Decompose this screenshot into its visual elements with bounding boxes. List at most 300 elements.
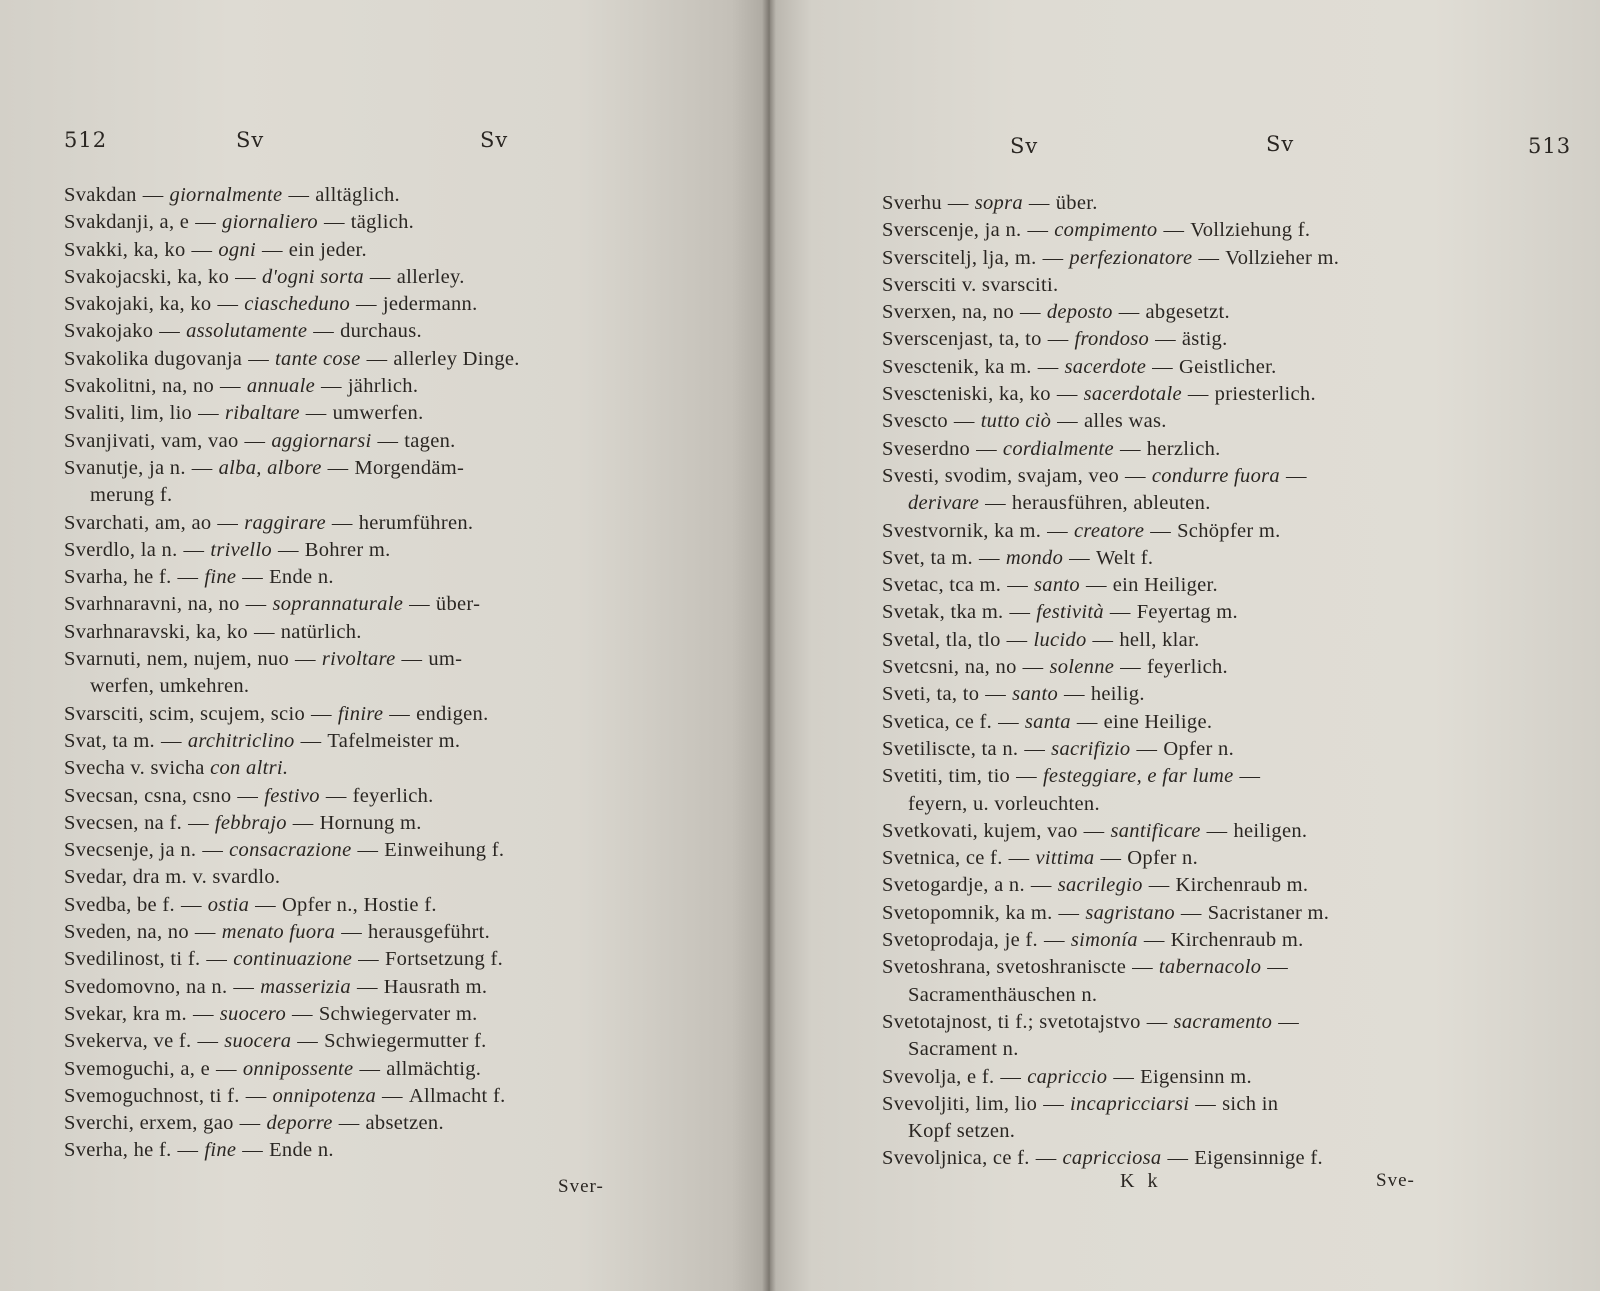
dictionary-entry bbox=[882, 272, 1482, 299]
dictionary-entry bbox=[64, 1110, 664, 1137]
dash-separator: — bbox=[1006, 628, 1028, 651]
dash-separator: — bbox=[369, 265, 391, 288]
entry-continuation: werfen, umkehren. bbox=[90, 675, 250, 698]
dictionary-entry bbox=[882, 654, 1482, 681]
german-gloss: Allmacht f. bbox=[408, 1084, 506, 1107]
dash-separator: — bbox=[188, 811, 209, 834]
dash-separator: — bbox=[389, 702, 411, 725]
headword: Svecsan, csna, csno bbox=[64, 784, 232, 807]
dictionary-entry bbox=[64, 346, 664, 373]
german-gloss: sich in bbox=[1222, 1092, 1279, 1115]
headword: Sverscenjast, ta, to bbox=[882, 328, 1042, 351]
dash-separator: — bbox=[976, 437, 997, 460]
dictionary-entry bbox=[882, 791, 1482, 818]
headword: Svarhnaravski, ka, ko bbox=[64, 620, 248, 643]
dictionary-entry bbox=[64, 646, 664, 673]
italian-gloss: rivoltare bbox=[321, 648, 396, 671]
dash-separator: — bbox=[217, 293, 239, 316]
headword: Svakojako bbox=[64, 320, 154, 343]
dash-separator: — bbox=[1064, 683, 1085, 706]
dash-separator: — bbox=[1035, 1147, 1057, 1170]
german-gloss: natürlich. bbox=[280, 620, 362, 643]
dash-separator: — bbox=[359, 1057, 381, 1080]
headword: Svesti, svodim, svajam, veo bbox=[882, 464, 1120, 487]
dictionary-entry bbox=[882, 436, 1482, 463]
dash-separator: — bbox=[998, 710, 1019, 733]
italian-gloss: sacrifizio bbox=[1051, 737, 1131, 760]
german-gloss: absetzen. bbox=[365, 1112, 444, 1135]
dash-separator: — bbox=[1155, 328, 1176, 351]
right-page bbox=[770, 0, 1600, 1291]
dictionary-entry bbox=[64, 1028, 664, 1055]
dash-separator: — bbox=[1056, 383, 1078, 406]
dash-separator: — bbox=[358, 948, 379, 971]
dictionary-entry bbox=[882, 763, 1482, 790]
italian-gloss: creatore bbox=[1073, 519, 1145, 542]
italian-gloss: sacrilegio bbox=[1057, 874, 1143, 897]
german-gloss: feyerlich. bbox=[1146, 656, 1228, 679]
german-gloss: ein jeder. bbox=[288, 238, 367, 261]
dash-separator: — bbox=[338, 1112, 360, 1135]
german-gloss: allerley Dinge. bbox=[393, 347, 520, 370]
entry-continuation: feyern, u. vorleuchten. bbox=[908, 792, 1100, 815]
italian-gloss: mondo bbox=[1005, 546, 1064, 569]
german-gloss: täglich. bbox=[350, 211, 415, 234]
italian-gloss: assolutamente bbox=[186, 320, 308, 343]
german-gloss: ästig. bbox=[1181, 328, 1228, 351]
dictionary-entry bbox=[882, 709, 1482, 736]
german-gloss: Schwiegermutter f. bbox=[324, 1030, 487, 1053]
dash-separator: — bbox=[357, 839, 379, 862]
headword: Svakolika dugovanja bbox=[64, 347, 243, 370]
catchword-right: Sve- bbox=[1376, 1170, 1415, 1191]
dictionary-entry bbox=[64, 291, 664, 318]
dictionary-entry bbox=[882, 463, 1482, 490]
german-gloss: Ende n. bbox=[269, 566, 334, 589]
headword: Svakojacski, ka, ko bbox=[64, 265, 230, 288]
german-gloss: hell, klar. bbox=[1119, 628, 1200, 651]
dash-separator: — bbox=[401, 648, 423, 671]
dash-separator: — bbox=[202, 839, 224, 862]
dictionary-entry bbox=[64, 400, 664, 427]
italian-gloss: festività bbox=[1036, 601, 1104, 624]
headword: Svarnuti, nem, nujem, nuo bbox=[64, 648, 290, 671]
italian-gloss: sopra bbox=[974, 192, 1023, 214]
dash-separator: — bbox=[985, 683, 1007, 706]
dash-separator: — bbox=[1008, 847, 1030, 870]
dash-separator: — bbox=[1180, 901, 1202, 924]
german-gloss: Opfer n. bbox=[1127, 847, 1199, 870]
dash-separator: — bbox=[327, 456, 349, 479]
german-gloss: Einweihung f. bbox=[384, 839, 505, 862]
german-gloss: Tafelmeister m. bbox=[327, 729, 461, 752]
dash-separator: — bbox=[953, 410, 975, 433]
headword: Svakojaki, ka, ko bbox=[64, 293, 212, 316]
dictionary-entry bbox=[882, 736, 1482, 763]
dictionary-entry bbox=[882, 217, 1482, 244]
dash-separator: — bbox=[1163, 219, 1185, 242]
german-gloss: herzlich. bbox=[1146, 437, 1221, 460]
german-gloss: über- bbox=[435, 593, 481, 616]
dictionary-entry bbox=[882, 900, 1482, 927]
headword: Sverhu bbox=[882, 192, 942, 214]
dash-separator: — bbox=[1047, 519, 1068, 542]
headword: Svet, ta m. bbox=[882, 546, 973, 569]
dash-separator: — bbox=[1148, 874, 1170, 897]
italian-gloss: alba, albore bbox=[218, 456, 322, 479]
dictionary-entry bbox=[64, 810, 664, 837]
dash-separator: — bbox=[1206, 819, 1228, 842]
dash-separator: — bbox=[985, 492, 1006, 515]
dictionary-entry bbox=[882, 326, 1482, 353]
german-gloss: Sacristaner m. bbox=[1207, 901, 1330, 924]
dictionary-entry bbox=[882, 845, 1482, 872]
italian-gloss: soprannaturale bbox=[272, 593, 404, 616]
italian-gloss: menato fuora bbox=[221, 921, 336, 944]
headword: Svesctenik, ka m. bbox=[882, 355, 1032, 378]
dash-separator: — bbox=[1009, 601, 1031, 624]
headword: Svetiliscte, ta n. bbox=[882, 737, 1019, 760]
headword: Svevolja, e f. bbox=[882, 1065, 995, 1088]
german-gloss: allmächtig. bbox=[386, 1057, 482, 1080]
italian-gloss: sacerdotale bbox=[1083, 383, 1182, 406]
italian-gloss: suocero bbox=[219, 1002, 286, 1025]
dash-separator: — bbox=[177, 1139, 199, 1162]
german-gloss: alltäglich. bbox=[315, 184, 400, 206]
dash-separator: — bbox=[216, 1057, 237, 1080]
headword: Svakdan bbox=[64, 184, 137, 206]
headword: Svetiti, tim, tio bbox=[882, 765, 1011, 788]
german-gloss: umwerfen. bbox=[332, 402, 424, 425]
dash-separator: — bbox=[1167, 1147, 1189, 1170]
dictionary-entry bbox=[64, 783, 664, 810]
german-gloss: Kirchenraub m. bbox=[1175, 874, 1309, 897]
headword: Svakdanji, a, e bbox=[64, 211, 190, 234]
dash-separator: — bbox=[947, 192, 969, 214]
dictionary-entry bbox=[882, 190, 1482, 217]
dash-separator: — bbox=[217, 511, 239, 534]
dash-separator: — bbox=[1278, 1010, 1300, 1033]
italian-gloss: festivo bbox=[264, 784, 320, 807]
german-gloss: über. bbox=[1055, 192, 1098, 214]
italian-gloss: trivello bbox=[210, 538, 272, 561]
dash-separator: — bbox=[191, 238, 213, 261]
german-gloss: Bohrer m. bbox=[304, 538, 391, 561]
dash-separator: — bbox=[1100, 847, 1122, 870]
dictionary-entry bbox=[882, 381, 1482, 408]
dictionary-entry bbox=[64, 919, 664, 946]
dash-separator: — bbox=[142, 184, 164, 206]
german-gloss: Morgendäm- bbox=[354, 456, 465, 479]
dash-separator: — bbox=[261, 238, 283, 261]
headword: Svetal, tla, tlo bbox=[882, 628, 1001, 651]
italian-gloss: festeggiare, e far lume bbox=[1042, 765, 1234, 788]
italian-gloss: incapricciarsi bbox=[1070, 1092, 1190, 1115]
dictionary-entry bbox=[64, 755, 664, 782]
italian-gloss: onnipotenza bbox=[272, 1084, 377, 1107]
dash-separator: — bbox=[382, 1084, 403, 1107]
italian-gloss: ribaltare bbox=[224, 402, 300, 425]
german-gloss: abgesetzt. bbox=[1145, 301, 1230, 324]
headword: Svetac, tca m. bbox=[882, 574, 1002, 597]
dash-separator: — bbox=[1020, 301, 1041, 324]
dash-separator: — bbox=[277, 538, 299, 561]
entry-continuation: Kopf setzen. bbox=[908, 1120, 1016, 1143]
german-gloss: ein Heiliger. bbox=[1112, 574, 1218, 597]
headword: Svevoljnica, ce f. bbox=[882, 1147, 1030, 1170]
italian-gloss: fine bbox=[204, 566, 237, 589]
italian-gloss: santificare bbox=[1110, 819, 1201, 842]
german-gloss: Feyertag m. bbox=[1136, 601, 1238, 624]
german-gloss: Eigensinnige f. bbox=[1194, 1147, 1323, 1170]
dash-separator: — bbox=[1267, 956, 1289, 979]
italian-gloss: sacramento bbox=[1173, 1010, 1273, 1033]
dash-separator: — bbox=[979, 546, 1000, 569]
dictionary-entry bbox=[64, 864, 664, 891]
italian-gloss: finire bbox=[337, 702, 384, 725]
german-gloss: endigen. bbox=[416, 702, 489, 725]
italian-gloss: derivare bbox=[908, 492, 980, 515]
headword: Svedomovno, na n. bbox=[64, 975, 228, 998]
dash-separator: — bbox=[206, 948, 228, 971]
dictionary-entry bbox=[64, 564, 664, 591]
dash-separator: — bbox=[321, 375, 342, 398]
german-gloss: Ende n. bbox=[269, 1139, 334, 1162]
italian-gloss: solenne bbox=[1049, 656, 1115, 679]
dash-separator: — bbox=[255, 893, 276, 916]
italian-gloss: condurre fuora bbox=[1151, 464, 1280, 487]
headword: Sverchi, erxem, gao bbox=[64, 1112, 234, 1135]
dictionary-entry bbox=[64, 537, 664, 564]
dictionary-entry bbox=[882, 818, 1482, 845]
dictionary-entry bbox=[64, 482, 664, 509]
german-gloss: herausführen, ableuten. bbox=[1011, 492, 1211, 515]
italian-gloss: cordialmente bbox=[1002, 437, 1114, 460]
dash-separator: — bbox=[366, 347, 388, 370]
italian-gloss: consacrazione bbox=[229, 839, 352, 862]
italian-gloss: tabernacolo bbox=[1158, 956, 1262, 979]
dash-separator: — bbox=[1042, 246, 1064, 269]
left-page bbox=[0, 0, 770, 1291]
dash-separator: — bbox=[1125, 464, 1146, 487]
italian-gloss: vittima bbox=[1035, 847, 1095, 870]
headword: Sversciti v. svarsciti. bbox=[882, 273, 1059, 296]
italian-gloss: suocera bbox=[224, 1030, 292, 1053]
headword: Sveserdno bbox=[882, 437, 971, 460]
dash-separator: — bbox=[1022, 656, 1044, 679]
italian-gloss: tante cose bbox=[275, 347, 361, 370]
italian-gloss: tutto ciò bbox=[980, 410, 1052, 433]
dash-separator: — bbox=[1146, 1010, 1168, 1033]
headword: Svetcsni, na, no bbox=[882, 656, 1017, 679]
headword: Svetotajnost, ti f.; svetotajstvo bbox=[882, 1010, 1141, 1033]
dictionary-entry bbox=[64, 318, 664, 345]
dash-separator: — bbox=[1143, 929, 1165, 952]
dash-separator: — bbox=[1016, 765, 1037, 788]
dash-separator: — bbox=[1113, 1065, 1135, 1088]
italian-gloss: santo bbox=[1034, 574, 1080, 597]
italian-gloss: perfezionatore bbox=[1069, 246, 1193, 269]
headword: Svetoprodaja, je f. bbox=[882, 929, 1038, 952]
dash-separator: — bbox=[239, 1112, 261, 1135]
headword: Svarchati, am, ao bbox=[64, 511, 212, 534]
italian-gloss: con altri. bbox=[210, 757, 289, 780]
german-gloss: Opfer n., Hostie f. bbox=[281, 893, 437, 916]
italian-gloss: simonía bbox=[1070, 929, 1138, 952]
headword: Svekerva, ve f. bbox=[64, 1030, 192, 1053]
dash-separator: — bbox=[1037, 355, 1059, 378]
dash-separator: — bbox=[245, 1084, 267, 1107]
dictionary-entry bbox=[882, 299, 1482, 326]
dash-separator: — bbox=[253, 620, 275, 643]
headword: Svescto bbox=[882, 410, 948, 433]
italian-gloss: continuazione bbox=[233, 948, 353, 971]
dictionary-entry bbox=[64, 619, 664, 646]
dash-separator: — bbox=[1085, 574, 1107, 597]
dash-separator: — bbox=[1239, 765, 1261, 788]
dictionary-entry bbox=[882, 627, 1482, 654]
dash-separator: — bbox=[1152, 355, 1173, 378]
dictionary-entry bbox=[882, 490, 1482, 517]
dash-separator: — bbox=[237, 784, 259, 807]
dictionary-entry bbox=[64, 209, 664, 236]
dash-separator: — bbox=[377, 429, 399, 452]
italian-gloss: ciascheduno bbox=[244, 293, 351, 316]
italian-gloss: annuale bbox=[246, 375, 315, 398]
dictionary-entry bbox=[882, 599, 1482, 626]
dictionary-entry bbox=[64, 428, 664, 455]
dash-separator: — bbox=[1069, 546, 1090, 569]
dictionary-entry bbox=[64, 182, 664, 209]
dictionary-entry bbox=[64, 974, 664, 1001]
dictionary-entry bbox=[64, 673, 664, 700]
italian-gloss: santa bbox=[1024, 710, 1071, 733]
dash-separator: — bbox=[1119, 437, 1141, 460]
dictionary-entry bbox=[882, 1145, 1482, 1172]
german-gloss: um- bbox=[428, 648, 463, 671]
dash-separator: — bbox=[1118, 301, 1140, 324]
dash-separator: — bbox=[197, 1030, 219, 1053]
dictionary-entry bbox=[64, 510, 664, 537]
headword: Svetica, ce f. bbox=[882, 710, 993, 733]
catchword-left: Sver- bbox=[558, 1176, 604, 1197]
headword: Svedilinost, ti f. bbox=[64, 948, 201, 971]
dash-separator: — bbox=[195, 211, 217, 234]
dictionary-entry bbox=[64, 264, 664, 291]
dictionary-entry bbox=[64, 1083, 664, 1110]
dash-separator: — bbox=[1000, 1065, 1022, 1088]
dictionary-entry bbox=[882, 408, 1482, 435]
german-gloss: Welt f. bbox=[1095, 546, 1154, 569]
headword: Sverha, he f. bbox=[64, 1139, 172, 1162]
dash-separator: — bbox=[297, 1030, 319, 1053]
italian-gloss: masserizia bbox=[260, 975, 351, 998]
dash-separator: — bbox=[323, 211, 345, 234]
headword: Sverscitelj, lja, m. bbox=[882, 246, 1037, 269]
dash-separator: — bbox=[183, 538, 205, 561]
dash-separator: — bbox=[245, 593, 267, 616]
dictionary-entry bbox=[882, 982, 1482, 1009]
dictionary-entry bbox=[882, 1091, 1482, 1118]
headword: Svarsciti, scim, scujem, scio bbox=[64, 702, 305, 725]
entry-continuation: Sacrament n. bbox=[908, 1038, 1019, 1061]
headword: Svestvornik, ka m. bbox=[882, 519, 1042, 542]
italian-gloss: frondoso bbox=[1074, 328, 1150, 351]
dash-separator: — bbox=[1132, 956, 1153, 979]
headword: Svetogardje, a n. bbox=[882, 874, 1025, 897]
dictionary-entry bbox=[64, 1056, 664, 1083]
italian-gloss: d'ogni sorta bbox=[261, 265, 364, 288]
dash-separator: — bbox=[356, 293, 377, 316]
dictionary-entry bbox=[64, 946, 664, 973]
dash-separator: — bbox=[1030, 874, 1052, 897]
dash-separator: — bbox=[1198, 246, 1220, 269]
dictionary-entry bbox=[882, 954, 1482, 981]
dash-separator: — bbox=[198, 402, 219, 425]
headword: Svetnica, ce f. bbox=[882, 847, 1003, 870]
dash-separator: — bbox=[1028, 192, 1050, 214]
headword: Svetoshrana, svetoshranisctе bbox=[882, 956, 1127, 979]
headword: Svanutje, ja n. bbox=[64, 456, 186, 479]
dash-separator: — bbox=[295, 648, 316, 671]
dash-separator: — bbox=[1044, 929, 1065, 952]
dictionary-entry bbox=[882, 681, 1482, 708]
left-entry-list bbox=[64, 182, 664, 1165]
dash-separator: — bbox=[1058, 901, 1080, 924]
dash-separator: — bbox=[177, 566, 199, 589]
dash-separator: — bbox=[356, 975, 378, 998]
headword: Svakki, ka, ko bbox=[64, 238, 186, 261]
german-gloss: eine Heilige. bbox=[1103, 710, 1213, 733]
dash-separator: — bbox=[161, 729, 182, 752]
german-gloss: herumführen. bbox=[358, 511, 474, 534]
dash-separator: — bbox=[292, 1002, 313, 1025]
german-gloss: Vollziehung f. bbox=[1190, 219, 1311, 242]
italian-gloss: giornalmente bbox=[169, 184, 283, 206]
dash-separator: — bbox=[331, 511, 353, 534]
italian-gloss: onnipossente bbox=[242, 1057, 354, 1080]
headword: Svecsen, na f. bbox=[64, 811, 183, 834]
italian-gloss: deposto bbox=[1046, 301, 1113, 324]
right-entry-list bbox=[882, 190, 1482, 1173]
dictionary-entry bbox=[882, 245, 1482, 272]
dictionary-entry bbox=[64, 373, 664, 400]
dictionary-entry bbox=[64, 1137, 664, 1164]
german-gloss: tagen. bbox=[404, 429, 456, 452]
dictionary-entry bbox=[64, 837, 664, 864]
running-header-right-a: Sv bbox=[1010, 134, 1039, 158]
dictionary-entry bbox=[882, 572, 1482, 599]
headword: Sveden, na, no bbox=[64, 921, 189, 944]
running-header-left-a: Sv bbox=[236, 128, 265, 152]
headword: Svevoljiti, lim, lio bbox=[882, 1092, 1038, 1115]
dash-separator: — bbox=[159, 320, 181, 343]
headword: Svaliti, lim, lio bbox=[64, 402, 193, 425]
german-gloss: feyerlich. bbox=[352, 784, 434, 807]
dash-separator: — bbox=[1136, 737, 1158, 760]
italian-gloss: lucido bbox=[1033, 628, 1087, 651]
page-number-left: 512 bbox=[64, 128, 108, 152]
german-gloss: heiligen. bbox=[1233, 819, 1308, 842]
dash-separator: — bbox=[288, 184, 310, 206]
dash-separator: — bbox=[1076, 710, 1098, 733]
dash-separator: — bbox=[1024, 737, 1046, 760]
headword: Svedar, dra m. v. svardlo. bbox=[64, 866, 281, 889]
italian-gloss: santo bbox=[1012, 683, 1059, 706]
italian-gloss: giornaliero bbox=[222, 211, 318, 234]
dash-separator: — bbox=[242, 566, 264, 589]
dictionary-entry bbox=[64, 892, 664, 919]
